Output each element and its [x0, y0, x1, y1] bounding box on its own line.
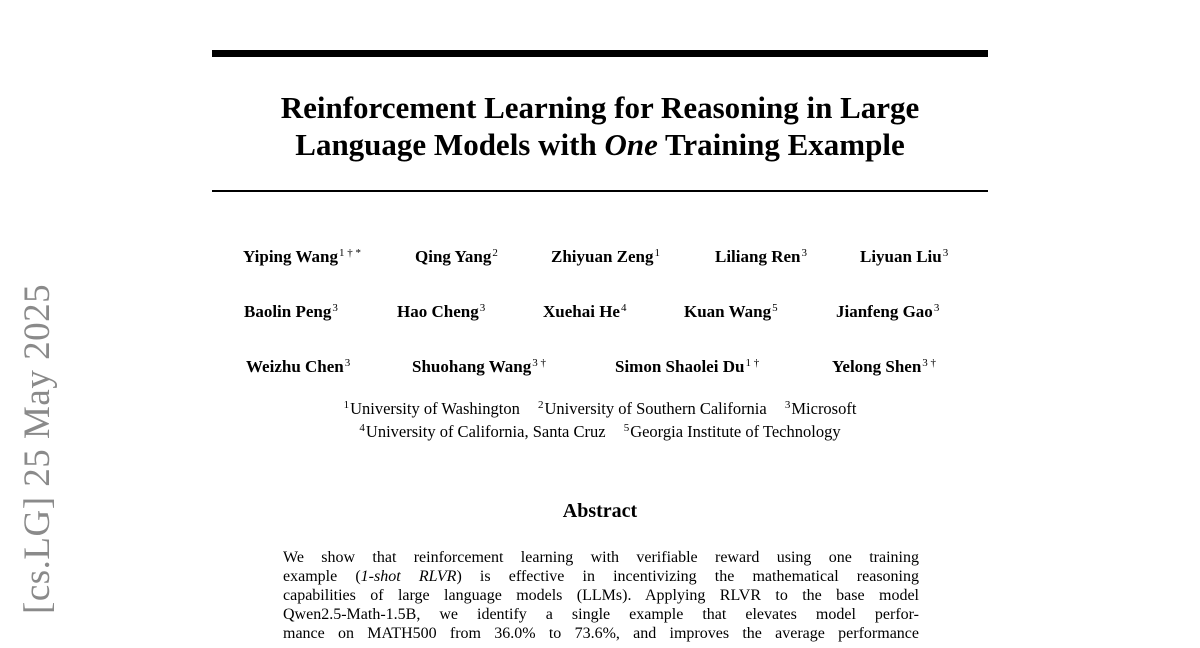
- author: [543, 300, 626, 324]
- abstract-line: [283, 586, 919, 605]
- author-name: Liyuan Liu: [860, 247, 942, 266]
- author: [243, 245, 361, 269]
- affiliation: [538, 399, 767, 418]
- title-line-1: Reinforcement Learning for Reasoning in Large: [280, 90, 920, 125]
- affiliation-number: 3: [784, 398, 791, 411]
- title-emphasis: One: [604, 127, 658, 162]
- author-name: Weizhu Chen: [246, 357, 344, 376]
- affiliation-name: University of Washington: [350, 399, 520, 418]
- abstract-text: capabilities of large language models (LLMs). Applying RLVR to the base model: [283, 587, 919, 604]
- author-affil-mark: 5: [772, 301, 778, 314]
- author: [246, 355, 350, 379]
- author-name: Yiping Wang: [243, 247, 338, 266]
- top-rule: [212, 50, 988, 57]
- author-name: Hao Cheng: [397, 302, 479, 321]
- author-name: Shuohang Wang: [412, 357, 532, 376]
- abstract-line: [283, 548, 919, 567]
- author-name: Kuan Wang: [684, 302, 772, 321]
- author: [832, 355, 936, 379]
- affiliation-number: 5: [623, 421, 630, 434]
- author-affil-mark: 3 †: [532, 356, 546, 369]
- abstract-line: [283, 567, 919, 586]
- author-affil-mark: 3: [942, 246, 949, 259]
- author: [860, 245, 948, 269]
- affiliation-name: University of Southern California: [544, 399, 767, 418]
- affiliation-number: 4: [359, 421, 365, 434]
- author-name: Simon Shaolei Du: [615, 357, 745, 376]
- affiliation: [344, 399, 520, 418]
- author: [412, 355, 546, 379]
- author-affil-mark: 3: [344, 356, 351, 369]
- author-name: Zhiyuan Zeng: [551, 247, 654, 266]
- author-affil-mark: 1 †: [745, 356, 760, 369]
- author: [684, 300, 778, 324]
- abstract-text: Qwen2.5-Math-1.5B, we identify a single example that elevates model perfor-: [283, 606, 919, 623]
- affiliation-name: University of California, Santa Cruz: [365, 422, 606, 441]
- author-name: Xuehai He: [543, 302, 620, 321]
- abstract-body: [283, 548, 919, 643]
- abstract-text: We show that reinforcement learning with verifiable reward using one training: [283, 549, 919, 566]
- author-name: Qing Yang: [415, 247, 492, 266]
- abstract-line: [283, 605, 919, 624]
- author-affil-mark: 1: [654, 246, 661, 259]
- abstract-text: ) is effective in incentivizing the mathematical reasoning: [456, 568, 919, 585]
- author-affil-mark: 4: [620, 301, 627, 314]
- affiliation-name: Georgia Institute of Technology: [630, 422, 841, 441]
- author: [415, 245, 498, 269]
- abstract-emphasis: 1-shot RLVR: [360, 568, 457, 585]
- title-line-2: [212, 126, 988, 163]
- author: [615, 355, 759, 379]
- abstract-text: example (: [283, 568, 361, 585]
- affiliation-name: Microsoft: [791, 399, 857, 418]
- affiliation-number: 2: [537, 398, 544, 411]
- title-line-2-pre: Language Models with: [295, 127, 605, 162]
- author-affil-mark: 3 †: [922, 356, 937, 369]
- abstract-text: mance on MATH500 from 36.0% to 73.6%, and improves the average performance: [283, 625, 919, 642]
- title-line-2-post: Training Example: [657, 127, 905, 162]
- author: [715, 245, 807, 269]
- author-affil-mark: 3: [801, 246, 807, 259]
- abstract-line: [283, 624, 919, 643]
- affiliation: [359, 422, 605, 441]
- author: [551, 245, 660, 269]
- author-name: Jianfeng Gao: [836, 302, 933, 321]
- author-row-3: [212, 355, 988, 379]
- author-affil-mark: 2: [492, 246, 498, 259]
- author-affil-mark: 1 † *: [338, 246, 361, 259]
- affiliations-line-2: [212, 421, 988, 443]
- author-affil-mark: 3: [933, 301, 940, 314]
- author-affil-mark: 3: [479, 301, 486, 314]
- paper-title: [212, 89, 988, 163]
- author-row-1: [212, 245, 988, 269]
- author: [836, 300, 939, 324]
- author-row-2: [212, 300, 988, 324]
- affiliations-line-1: [212, 398, 988, 420]
- author-affil-mark: 3: [332, 301, 338, 314]
- title-rule: [212, 190, 988, 192]
- author: [397, 300, 485, 324]
- affiliation: [785, 399, 857, 418]
- author-name: Baolin Peng: [244, 302, 332, 321]
- author-name: Liliang Ren: [715, 247, 801, 266]
- affiliation: [624, 422, 841, 441]
- arxiv-stamp: [cs.LG] 25 May 2025: [17, 283, 58, 614]
- author-name: Yelong Shen: [832, 357, 922, 376]
- abstract-heading: Abstract: [562, 500, 638, 522]
- author: [244, 300, 338, 324]
- affiliation-number: 1: [343, 398, 350, 411]
